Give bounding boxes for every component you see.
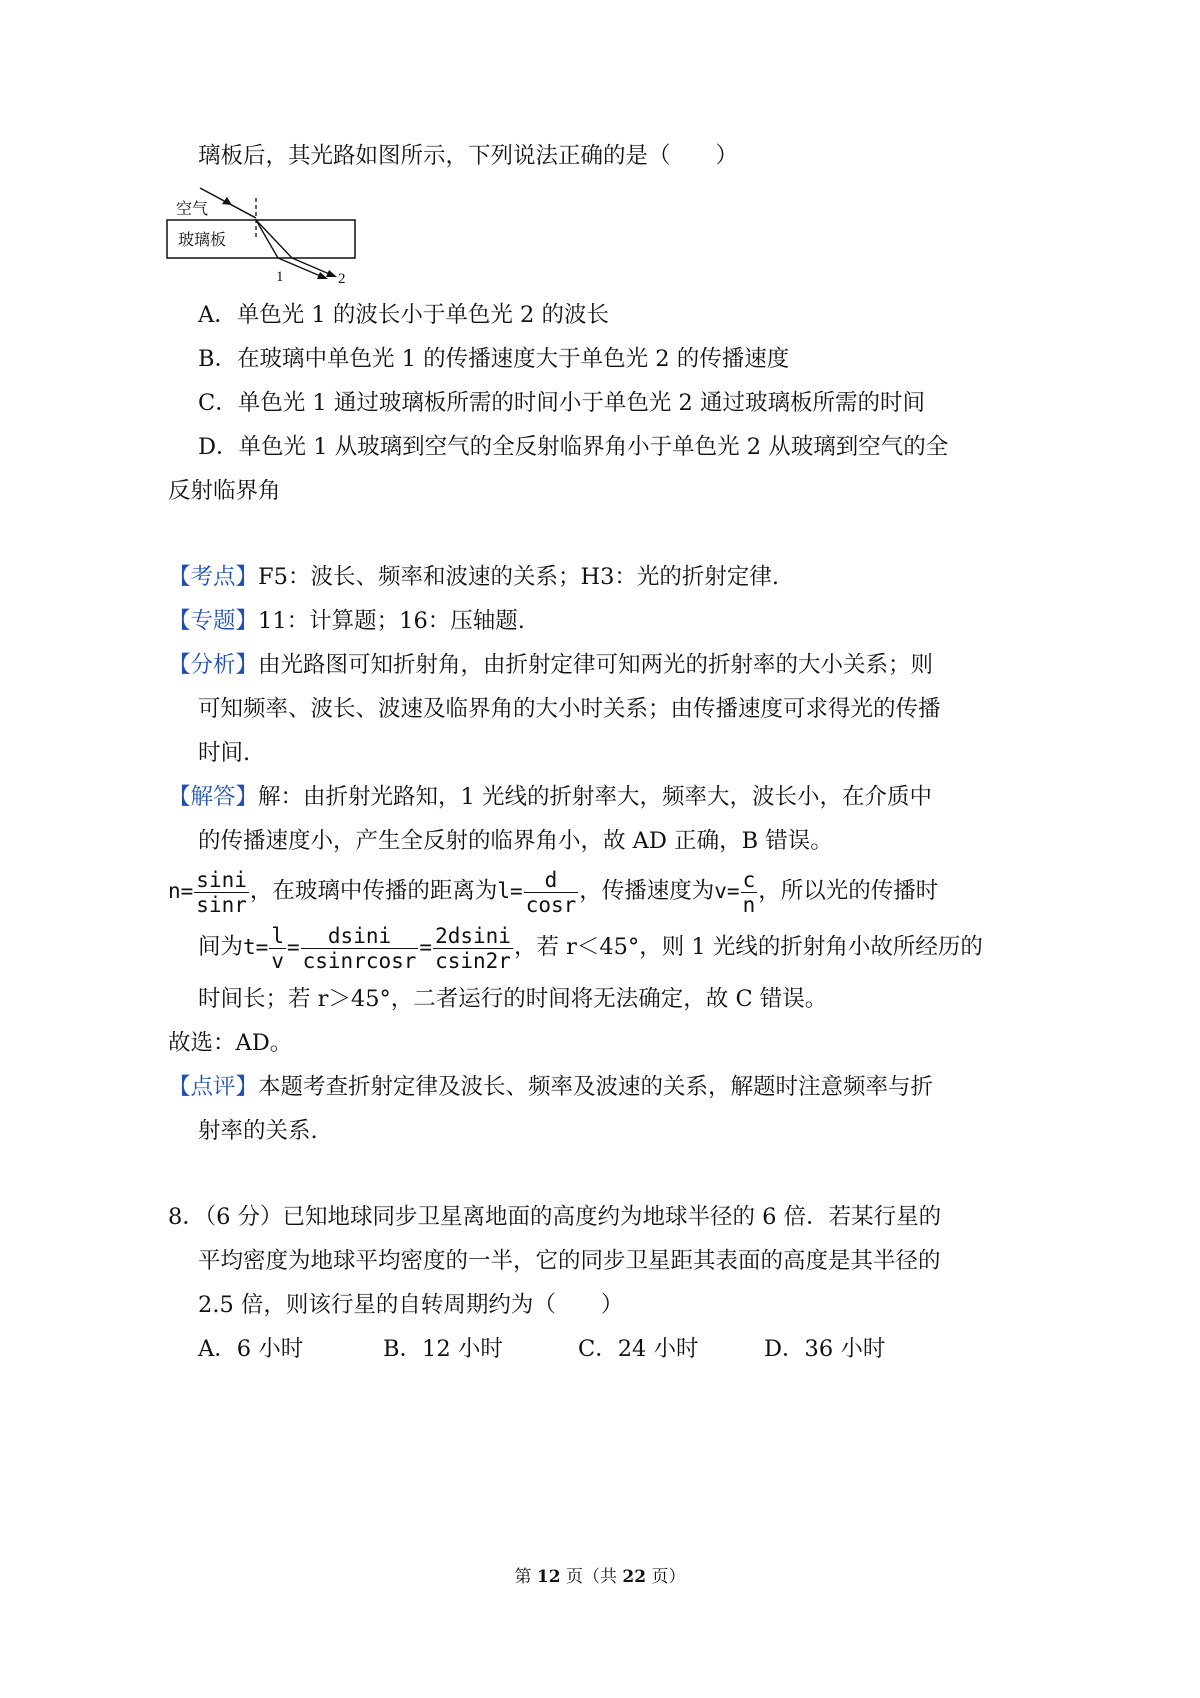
optics-figure <box>160 180 360 290</box>
eq-equals-2: = <box>419 935 433 959</box>
fraction-l-den: cosr <box>525 892 577 917</box>
formula-row-1 <box>168 866 938 917</box>
jieda-tag: 【解答】 <box>168 784 259 810</box>
fraction-n <box>194 868 249 917</box>
dianping-text-2: 射率的关系. <box>198 1118 318 1144</box>
exit-ray-1 <box>278 258 325 278</box>
footer-suffix: 页） <box>646 1567 686 1587</box>
text-speed: ，传播速度为 <box>579 878 715 904</box>
eq-equals-1: = <box>286 935 300 959</box>
question-8-line3: 2.5 倍，则该行星的自转周期约为（ ） <box>198 1292 624 1318</box>
fenxi-row <box>168 650 933 680</box>
text-jian: 间为 <box>198 934 244 960</box>
eq-n-lhs: n= <box>168 879 194 903</box>
fraction-n-den: sinr <box>196 892 247 917</box>
option-A: A．单色光 1 的波长小于单色光 2 的波长 <box>198 302 609 328</box>
footer-total-pages: 22 <box>622 1567 647 1587</box>
fraction-l-num: d <box>524 868 579 893</box>
q8-option-B: B．12 小时 <box>383 1336 503 1362</box>
fenxi-text-2: 可知频率、波长、波速及临界角的大小时关系；由传播速度可求得光的传播 <box>198 696 941 722</box>
kaodian-tag: 【考点】 <box>168 564 259 590</box>
footer-page-number: 12 <box>536 1567 561 1587</box>
zhuanti-tag: 【专题】 <box>168 608 259 634</box>
fraction-t2-num: dsini <box>301 924 419 949</box>
fenxi-text-1: 由光路图可知折射角，由折射定律可知两光的折射率的大小关系；则 <box>258 652 934 678</box>
figure-label-glass: 玻璃板 <box>178 232 227 249</box>
fraction-v-den: n <box>742 892 756 917</box>
text-ruo: ，若 r＜45°，则 1 光线的折射角小故所经历的 <box>513 934 983 960</box>
fraction-t3 <box>433 924 513 973</box>
q8-option-A: A．6 小时 <box>198 1336 304 1362</box>
option-D-line2: 反射临界角 <box>168 478 281 504</box>
jieda-text-2: 的传播速度小，产生全反射的临界角小，故 AD 正确，B 错误。 <box>198 828 833 854</box>
question-8-line2: 平均密度为地球平均密度的一半，它的同步卫星距其表面的高度是其半径的 <box>198 1248 941 1274</box>
eq-l-lhs: l= <box>497 879 523 903</box>
jieda-text-1: 解：由折射光路知，1 光线的折射率大，频率大，波长小，在介质中 <box>258 784 932 810</box>
fraction-l <box>524 868 579 917</box>
formula-row-2 <box>198 922 983 973</box>
dianping-tag: 【点评】 <box>168 1074 259 1100</box>
exit-arrowhead-2 <box>326 270 337 277</box>
fraction-t2-den: csinrcosr <box>302 948 417 973</box>
dianping-row <box>168 1072 933 1102</box>
figure-label-air: 空气 <box>176 201 209 218</box>
fraction-v <box>741 868 758 917</box>
dianping-text-1: 本题考查折射定律及波长、频率及波速的关系，解题时注意频率与折 <box>258 1074 934 1100</box>
jieda-row <box>168 782 932 812</box>
zhuanti-row <box>168 606 525 636</box>
fenxi-text-3: 时间. <box>198 740 251 766</box>
fraction-t1-num: l <box>271 923 284 948</box>
kaodian-text: F5：波长、频率和波速的关系；H3：光的折射定律. <box>258 564 780 590</box>
option-D-line1: D．单色光 1 从玻璃到空气的全反射临界角小于单色光 2 从玻璃到空气的全 <box>198 434 949 460</box>
footer-mid: 页（共 <box>560 1567 623 1587</box>
footer-prefix: 第 <box>514 1567 537 1587</box>
page-footer <box>0 1562 1200 1587</box>
fraction-t1-den: v <box>271 948 284 973</box>
q8-option-C: C．24 小时 <box>578 1336 699 1362</box>
q8-option-D: D．36 小时 <box>764 1336 886 1362</box>
option-B: B．在玻璃中单色光 1 的传播速度大于单色光 2 的传播速度 <box>198 346 790 372</box>
text-distance: ，在玻璃中传播的距离为 <box>249 878 498 904</box>
fraction-t3-num: 2dsini <box>435 923 511 948</box>
fraction-n-num: sini <box>196 867 247 892</box>
zhuanti-text: 11：计算题；16：压轴题. <box>258 608 525 634</box>
text-time: ，所以光的传播时 <box>758 878 939 904</box>
ray-label-1: 1 <box>276 269 284 285</box>
eq-t-lhs: t= <box>243 935 269 959</box>
jieda-last-line: 时间长；若 r＞45°，二者运行的时间将无法确定，故 C 错误。 <box>198 986 828 1012</box>
answer-line: 故选：AD。 <box>168 1030 293 1056</box>
fraction-t2 <box>301 924 419 973</box>
fenxi-tag: 【分析】 <box>168 652 259 678</box>
fraction-t1 <box>269 924 286 973</box>
fraction-v-num: c <box>742 867 756 892</box>
question-8-options <box>198 1334 885 1364</box>
question-7-intro: 璃板后，其光路如图所示，下列说法正确的是（ ） <box>198 143 739 169</box>
fraction-t3-den: csin2r <box>435 948 511 973</box>
eq-v-lhs: v= <box>714 879 740 903</box>
question-8-line1: 8．（6 分）已知地球同步卫星离地面的高度约为地球半径的 6 倍．若某行星的 <box>168 1204 942 1230</box>
option-C: C．单色光 1 通过玻璃板所需的时间小于单色光 2 通过玻璃板所需的时间 <box>198 390 925 416</box>
kaodian-row <box>168 562 779 592</box>
ray-label-2: 2 <box>338 271 346 287</box>
